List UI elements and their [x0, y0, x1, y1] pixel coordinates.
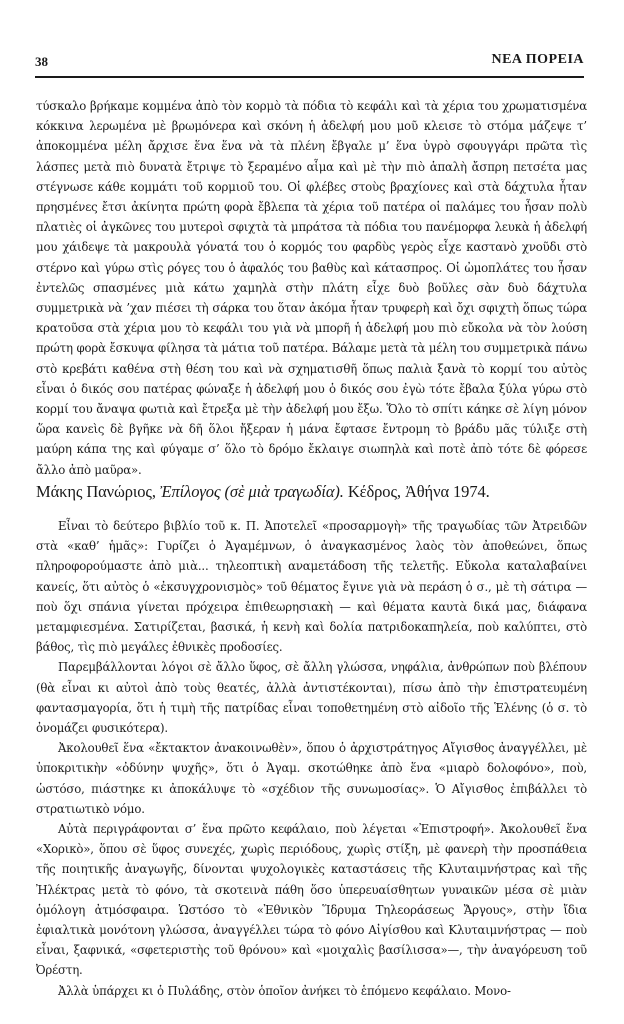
page-number: 38 — [35, 54, 48, 69]
review-body — [36, 516, 587, 1001]
review-paragraph-3: Ἀκολουθεῖ ἕνα «ἔκτακτον ἀνακοινωθὲν», ὅπου ὁ ἀρχιστράτηγος Αἴγισθος ἀναγγέλλει, μὲ ὑποκριτικὴν «ὀδύνην ψυχῆς», ὅτι ὁ Ἀγαμ. σκοτώθηκε ἀπὸ ἕνα «μιαρὸ δολοφόνο», ποὺ, ὡστόσο, πιάστηκε κι ἀποκάλυψε τὸ «σχέδιον τῆς συνωμοσίας». Ὁ Αἴγισθος ἐπιβάλλει τὸ στρατιωτικὸ νόμο. — [36, 741, 587, 816]
page-header — [35, 46, 584, 74]
running-head: ΝΕΑ ΠΟΡΕΙΑ — [491, 52, 584, 67]
review-paragraph-5: Ἀλλὰ ὑπάρχει κι ὁ Πυλάδης, στὸν ὁποῖον ἀνήκει τὸ ἑπόμενο κεφάλαιο. Μονο- — [58, 983, 511, 998]
review-heading — [36, 481, 587, 503]
review-author: Μάκης Πανώριος, — [36, 482, 160, 501]
review-paragraph-2: Παρεμβάλλονται λόγοι σὲ ἄλλο ὕφος, σὲ ἄλλη γλώσσα, νηφάλια, ἀνθρώπων ποὺ βλέπουν (θὰ εἶναι κι αὐτοὶ ἀπὸ τοὺς θεατές, ἀλλὰ ἀντιστέκονται), πίσω ἀπὸ τὴν ἐπιστρατευμένη φαντασμαγορία, ὅτι ἡ τιμὴ τῆς πατρίδας εἶναι τοποθετημένη στὸ αἰδοῖο τῆς Ἑλένης (ὁ σ. τὸ ὀνομάζει φυσικότερα). — [36, 660, 587, 736]
review-publisher: Κέδρος, Ἀθήνα 1974. — [343, 482, 490, 501]
review-paragraph-4: Αὐτὰ περιγράφονται σ’ ἕνα πρῶτο κεφάλαιο, ποὺ λέγεται «Ἐπιστροφή». Ἀκολουθεῖ ἕνα «Χορικὸ», ὅπου σὲ ὕφος συνεχές, χωρὶς περιόδους, χωρὶς στίξη, μὲ φανερὴ τὴν προσπάθεια τῆς ποιητικῆς ἀναγωγῆς, δίνονται ψυχολογικὲς καταστάσεις τῆς Κλυταιμνήστρας καὶ τῆς Ἠλέκτρας μετὰ τὸ φόνο, τὰ σκοτεινὰ πάθη ὅσο ὑπερευαίσθητων γυναικῶν μέσα σὲ μιὰν ὁμόλογη ἀτμόσφαιρα. Ὡστόσο τὸ «Ἐθνικὸν Ἵδρυμα Τηλεοράσεως Ἄργους», στὴν ἴδια ἐφιαλτικὰ μονότονη γλώσσα, ἀναγγέλλει τώρα τὸ φόνο Αἰγίσθου καὶ Κλυταιμνήστρας — ποὺ εἶναι, ξαφνικά, «σφετεριστὴς τοῦ θρόνου» καὶ «μοιχαλὶς βασίλισσα»—, τὴν ἀναγόρευση τοῦ Ὀρέστη. — [36, 822, 587, 978]
excerpt-block — [36, 96, 587, 480]
review-book-title: Ἐπίλογος (σὲ μιὰ τραγωδία). — [159, 482, 344, 501]
header-rule — [35, 76, 584, 78]
excerpt-paragraph: τύσκαλο βρήκαμε κομμένα ἀπὸ τὸν κορμὸ τὰ πόδια τὸ κεφάλι καὶ τὰ χέρια του χρωματισμένα κόκκινα λερωμένα μὲ βρωμόνερα καὶ σκόνη ἡ ἀδελφή μου μοῦ κλεισε τὸ στόμα μάζεψε τ’ ἀποκομμένα μέλη ἄρχισε ἕνα ἕνα νὰ τὰ πλένη ἔβγαλε μ’ ἕνα ὑγρὸ σφουγγάρι πρῶτα τὶς λάσπες μετὰ πιὸ δυνατὰ ἔτριψε τὸ ξεραμένο αἷμα καὶ μὲ τὴν πιὸ ἁπαλὴ ἄσπρη πετσέτα μας στέγνωσε κάθε κομμάτι τοῦ κορμιοῦ του. Οἱ φλέβες στοὺς βραχίονες καὶ στὰ δάχτυλα ἦταν πρησμένες ἔτσι ἀκίνητα πρώτη φορὰ ἔβλεπα τὰ χέρια τοῦ πατέρα οἱ παλάμες του ἦσαν πολὺ πλατιὲς οἱ ἀγκῶνες του μυτεροὶ σφιχτὰ τὰ μπράτσα τὰ πόδια του πανέμορφα λευκὰ ἡ ἀδελφή μου χάιδεψε τὰ μακρουλὰ γόνατά του ὁ κορμός του φαρδὺς γερὸς εἶχε καστανὸ χνοῦδι στὸ στέρνο καὶ γύρω στὶς ρόγες του ὁ ἀφαλός του βαθὺς καὶ κάτασπρος. Οἱ ὠμοπλάτες του ἦσαν ἐντελῶς σπασμένες μιὰ κάτω χαμηλὰ στὴν πλάτη εἶχε δυὸ βοῦλες σὰν δυὸ δάχτυλα συμμετρικὰ νὰ ’χαν πιέσει τὴ σάρκα του ὅταν ἀκόμα ἦταν τρυφερὴ καὶ ὄχι σφιχτὴ ὅπως τώρα κρατοῦσα στὰ χέρια μου τὸ κεφάλι του γιὰ νὰ μπορῆ ἡ ἀδελφή μου πιὸ εὔκολα νὰ τὸν λούση πρώτη φορὰ ἔσκυψα φίλησα τὰ μάτια τοῦ πατέρα. Βάλαμε μετὰ τὰ μέλη του συμμετρικὰ πάνω στὸ κρεβάτι καθένα στὴ θέση του καὶ νὰ σχηματισθῆ ὅπως παλιὰ ξανὰ τὸ κορμί του αὐτὸς εἶναι ὁ δικός σου πατέρας φώναξε ἡ ἀδελφή μου ὁ δικός σου ἐγὼ τότε ἔβαλα ξύλα γύρω στὸ κορμί του ἄναψα φωτιὰ καὶ ἔτρεξα μὲ τὴν ἀδελφή μου ἔξω. Ὅλο τὸ σπίτι κάηκε σὲ λίγη μόνον ὥρα κανεὶς δὲ βγῆκε νὰ δῆ ὅλοι ἤξεραν ἡ μάνα ἔφτασε ἔντρομη τὸ βράδυ μᾶς τύλιξε στὴ μαύρη κάπα της καὶ φύγαμε σ’ ὅλο τὸ δρόμο ἔκλαιγε σιωπηλὰ καὶ ποτὲ ἀπὸ τότε δὲ φόρεσε ἄλλο ἀπὸ μαῦρα». — [36, 99, 587, 477]
review-paragraph-1: Εἶναι τὸ δεύτερο βιβλίο τοῦ κ. Π. Ἀποτελεῖ «προσαρμογὴ» τῆς τραγωδίας τῶν Ἀτρειδῶν στὰ «καθ’ ἡμᾶς»: Γυρίζει ὁ Ἀγαμέμνων, ὁ ἀναγκασμένος λαὸς τὸν ἀποθεώνει, ὅπως πληροφορούμαστε ἀπὸ μιὰ... τηλεοπτικὴ αναμετάδοση τῆς τελετῆς. Εὔκολα καταλαβαίνει κανείς, ὅτι αὐτὸς ὁ «ἐκσυγχρονισμὸς» τοῦ θέματος ἔγινε γιὰ νὰ περάση ὁ σ., μὲ τὴ σάτιρα — ποὺ ὅχι σπάνια γίνεται πρόχειρα ἐπιθεωρησιακὴ — καὶ θέματα καυτὰ δικά μας, διάφανα μεταμφιεσμένα. Σατιρίζεται, βασικά, ἡ κενὴ καὶ δολία πατριδοκαπηλεία, ποὺ καλύπτει, στὸ βάθος, τὶς πιὸ μεγάλες ἐθνικὲς προδοσίες. — [36, 519, 587, 655]
